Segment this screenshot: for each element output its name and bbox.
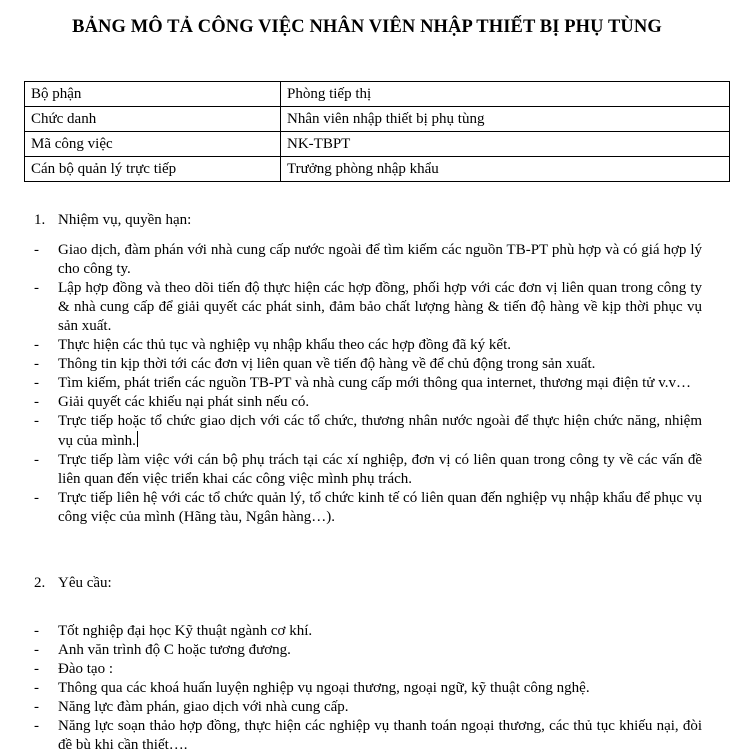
list-item [34,355,702,374]
bullet-dash: - [34,490,39,506]
list-item [34,622,702,641]
list-item [34,241,702,279]
list-item-text: Năng lực đàm phán, giao dịch với nhà cung cấp. [58,699,349,715]
list-item [34,336,702,355]
list-item-text: Lập hợp đồng và theo dõi tiến độ thực hiện các hợp đồng, phối hợp với các đơn vị liên quan trong công ty & nhà cung cấp để giải quyết các phát sinh, đảm bảo chất lượng hàng & tiến độ hàng về kịp thời phục vụ sản xuất. [58,280,702,334]
bullet-dash: - [34,375,39,391]
list-item-text: Thực hiện các thủ tục và nghiệp vụ nhập khẩu theo các hợp đồng đã ký kết. [58,337,512,353]
list-item-text: Trực tiếp liên hệ với các tổ chức quản lý, tổ chức kinh tế có liên quan đến nghiệp vụ nhập khẩu để phục vụ công việc của mình (Hãng tàu, Ngân hàng…). [58,490,702,525]
list-item [34,374,702,393]
list-item-text: Giải quyết các khiếu nại phát sinh nếu có. [58,394,310,410]
bullet-dash: - [34,642,39,658]
list-item-text: Năng lực soạn thảo hợp đồng, thực hiện các nghiệp vụ thanh toán ngoại thương, các thủ tục khiếu nại, đòi đề bù khi cần thiết…. [58,718,702,753]
list-item [34,393,702,412]
document-title: BẢNG MÔ TẢ CÔNG VIỆC NHÂN VIÊN NHẬP THIẾT BỊ PHỤ TÙNG [72,17,662,37]
bullet-dash: - [34,337,39,353]
table-cell-label: Mã công việc [25,132,281,157]
section-heading-duties [34,211,191,230]
list-item-text: Anh văn trình độ C hoặc tương đương. [58,642,291,658]
bullet-dash: - [34,242,39,258]
list-item-text: Thông qua các khoá huấn luyện nghiệp vụ ngoại thương, ngoại ngữ, kỹ thuật công nghệ. [58,680,590,696]
table-row [25,132,730,157]
table-row [25,107,730,132]
table-cell-value: Nhân viên nhập thiết bị phụ tùng [281,107,730,132]
list-item-text: Tìm kiếm, phát triển các nguồn TB-PT và nhà cung cấp mới thông qua internet, thương mại điện tử v.v… [58,375,691,391]
table-row [25,157,730,182]
bullet-dash: - [34,452,39,468]
requirements-list [34,622,702,755]
text-cursor [137,431,138,447]
bullet-dash: - [34,280,39,296]
list-item-text: Trực tiếp làm việc với cán bộ phụ trách tại các xí nghiệp, đơn vị có liên quan trong công ty về các vấn đề liên quan đến việc triển khai các công việc mình phụ trách. [58,452,702,487]
bullet-dash: - [34,356,39,372]
section-number: 1. [34,212,46,228]
bullet-dash: - [34,718,39,734]
table-cell-label: Chức danh [25,107,281,132]
table-cell-value: Trưởng phòng nhập khẩu [281,157,730,182]
list-item [34,279,702,336]
bullet-dash: - [34,661,39,677]
job-info-table [24,81,730,182]
list-item [34,679,702,698]
list-item-text: Tốt nghiệp đại học Kỹ thuật ngành cơ khí. [58,623,313,639]
table-cell-label: Cán bộ quản lý trực tiếp [25,157,281,182]
bullet-dash: - [34,699,39,715]
bullet-dash: - [34,394,39,410]
bullet-dash: - [34,623,39,639]
list-item-text: Đào tạo : [58,661,113,677]
list-item-text: Trực tiếp hoặc tổ chức giao dịch với các tổ chức, thương nhân nước ngoài để thực hiện chức năng, nhiệm vụ của mình. [58,413,702,449]
list-item [34,641,702,660]
list-item [34,717,702,755]
list-item [34,698,702,717]
table-cell-value: NK-TBPT [281,132,730,157]
bullet-dash: - [34,413,39,429]
list-item [34,451,702,489]
list-item-text: Thông tin kịp thời tới các đơn vị liên quan về tiến độ hàng về để chủ động trong sản xuất. [58,356,596,372]
section-number: 2. [34,575,46,591]
bullet-dash: - [34,680,39,696]
section-title: Yêu cầu: [58,575,112,591]
duties-list [34,241,702,527]
section-title: Nhiệm vụ, quyền hạn: [58,212,192,228]
list-item [34,660,702,679]
table-row [25,82,730,107]
list-item [34,489,702,527]
list-item [34,412,702,451]
table-cell-label: Bộ phận [25,82,281,107]
list-item-text: Giao dịch, đàm phán với nhà cung cấp nước ngoài để tìm kiếm các nguồn TB-PT phù hợp và có giá hợp lý cho công ty. [58,242,702,277]
section-heading-requirements [34,574,112,593]
table-cell-value: Phòng tiếp thị [281,82,730,107]
